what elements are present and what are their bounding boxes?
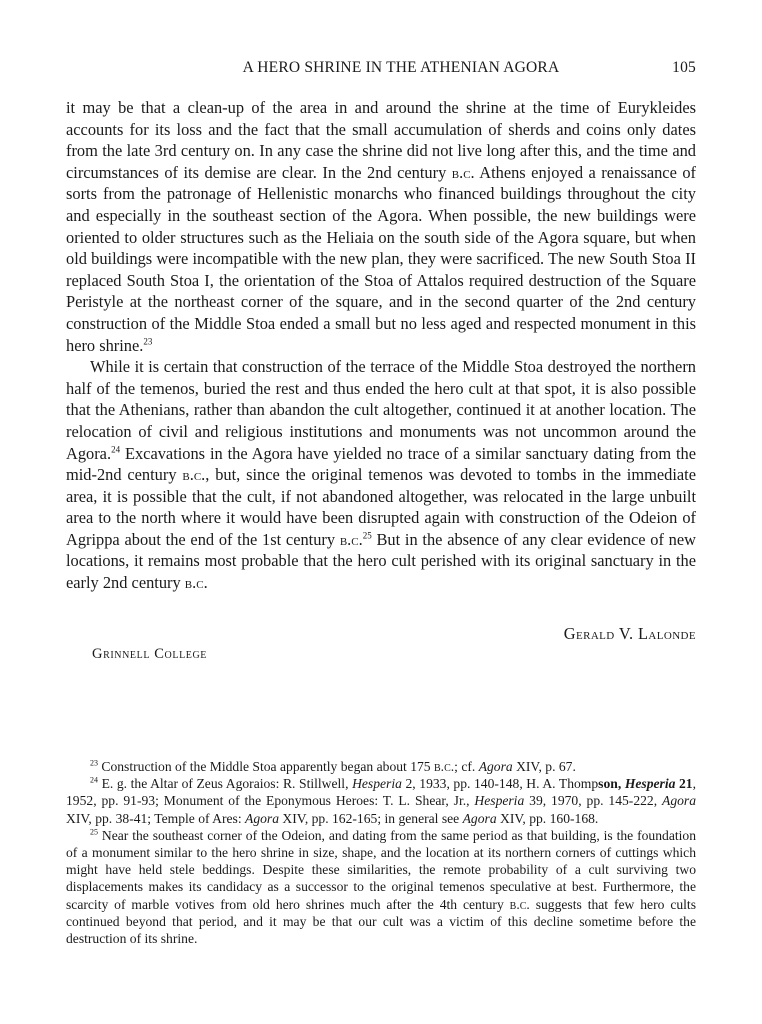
author-affiliation: Grinnell College xyxy=(92,646,208,662)
citation-title: Agora xyxy=(662,793,696,809)
footnotes xyxy=(66,758,696,947)
era-abbrev: b.c. xyxy=(339,529,363,549)
text-run: Near the southeast corner of the Odeion, and dating from the same period as that building, is the foundation of a monument similar to the hero shrine in size, shape, and the location at its northern corners of cuttings which might have held stele beddings. Despite these similarities, the remote probability of a cult surviving two displacements makes its candidacy as a successor to the original temenos speculative at best. Furthermore, the scarcity of marble votives from old hero shrines much after the 4th century xyxy=(66,827,696,912)
text-run: suggests that few hero cults continued beyond that period, and it may be that our cult was a victim of this decline sometime before the destruction of its shrine. xyxy=(66,896,696,947)
text-run: Construction of the Middle Stoa apparently began about 175 xyxy=(98,759,435,774)
footnote-number: 25 xyxy=(90,827,98,837)
page-number: 105 xyxy=(672,59,696,76)
text-run: XIV, p. 67. xyxy=(512,759,576,774)
footnote-ref-25[interactable]: 25 xyxy=(362,530,372,541)
text-run: But in the absence of any clear evidence of new locations, it remains most probable that the hero cult perished with its original sanctuary in the early 2nd century xyxy=(66,529,696,593)
bold-run: son, xyxy=(598,776,625,792)
footnote-ref-23[interactable]: 23 xyxy=(143,336,153,347)
text-run: Athens enjoyed a renaissance of sorts from the patronage of Hellenistic monarchs who financed buildings throughout the city and especially in the southeast section of the Agora. When possible, the new buildings were oriented to older structures such as the Heliaia on the south side of the Agora square, but when old buildings were incompatible with the new plan, they were sacrificed. The new South Stoa II replaced South Stoa I, the orientation of the Stoa of Attalos required destruction of the Square Peristyle at the northeast corner of the square, and in the second quarter of the 2nd century construction of the Middle Stoa ended a small but no less aged and respected monument in this hero shrine. xyxy=(66,162,696,355)
era-abbrev: b.c. xyxy=(451,162,475,182)
era-abbrev: b.c. xyxy=(182,465,206,485)
footnote-number: 23 xyxy=(90,758,98,768)
text-run: While it is certain that construction of the terrace of the Middle Stoa destroyed the northern half of the temenos, buried the rest and thus ended the hero cult at that spot, it is also possible that the Athenians, rather than abandon the cult altogether, continued it at another location. The relocation of civil and religious institutions and monuments was not uncommon around the Agora. xyxy=(66,357,696,463)
text-run: , but, since the original temenos was devoted to tombs in the immediate area, it is possible that the cult, if not abandoned altogether, was relocated in the large unbuilt area to the north where it would have been disrupted again with construction of the Odeion of Agrippa about the end of the 1st century xyxy=(66,465,696,549)
bold-run: 21 xyxy=(675,776,693,792)
text-run: 2, 1933, pp. 140-148, H. A. Thomp xyxy=(401,776,599,792)
citation-title: Agora xyxy=(478,759,513,774)
era-abbrev: b.c. xyxy=(184,573,208,593)
text-run: XIV, pp. 38-41; Temple of Ares: xyxy=(66,810,246,826)
paragraph-2 xyxy=(66,356,696,594)
text-run: XIV, pp. 162-165; in general see xyxy=(279,810,463,826)
citation-title: Hesperia xyxy=(352,776,402,792)
era-abbrev: b.c. xyxy=(434,759,455,774)
text-run: 39, 1970, pp. 145-222, xyxy=(524,793,663,809)
footnote-25 xyxy=(66,827,696,947)
citation-title: Agora xyxy=(462,810,497,826)
text-run: ; cf. xyxy=(454,759,479,774)
text-run: it may be that a clean-up of the area in and around the shrine at the time of Eurykleides accounts for its loss and the fact that the small accumulation of sherds and coins only dates from the late 3rd century on. In any case the shrine did not live long after this, and the time and circumstances of its demise are clear. In the 2nd century xyxy=(66,98,696,182)
main-text xyxy=(66,97,696,594)
running-header xyxy=(66,59,696,79)
citation-title: Hesperia xyxy=(624,776,676,792)
text-run: , 1952, pp. 91-93; Monument of the Eponymous Heroes: T. L. Shear, Jr., xyxy=(66,776,696,809)
text-run: Excavations in the Agora have yielded no trace of a similar sanctuary dating from the mid-2nd century xyxy=(66,443,696,485)
paragraph-1 xyxy=(66,97,696,356)
citation-title: Agora xyxy=(245,810,280,826)
footnote-ref-24[interactable]: 24 xyxy=(111,444,121,455)
footnote-number: 24 xyxy=(90,775,98,785)
text-run: XIV, pp. 160-168. xyxy=(496,810,599,826)
footnote-23 xyxy=(66,758,696,775)
running-title: A HERO SHRINE IN THE ATHENIAN AGORA xyxy=(242,59,560,76)
author-name: Gerald V. Lalonde xyxy=(563,624,696,643)
text-run: E. g. the Altar of Zeus Agoraios: R. Stillwell, xyxy=(98,776,353,792)
citation-title: Hesperia xyxy=(474,793,525,809)
footnote-24 xyxy=(66,775,696,827)
era-abbrev: b.c. xyxy=(509,896,530,912)
